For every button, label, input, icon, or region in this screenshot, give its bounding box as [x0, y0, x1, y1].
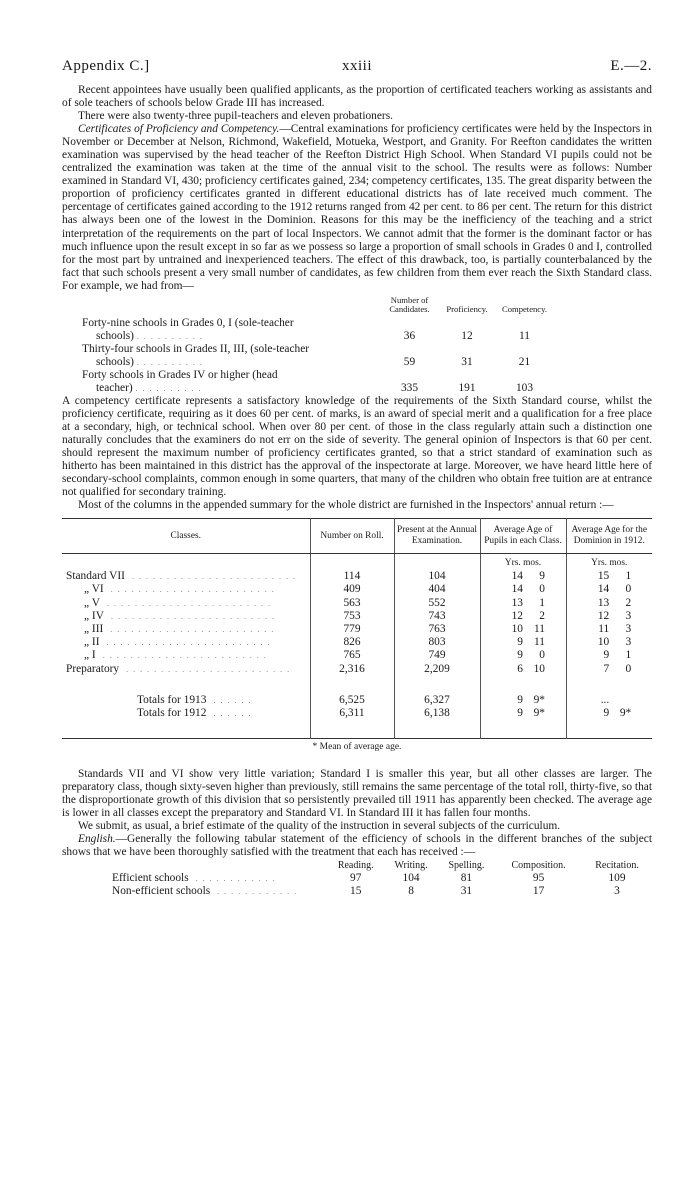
- paragraph-competency: A competency certificate represents a satisfactory knowledge of the requirements of the Sixth Standard course, whilst the proficiency certificate, requiring as it does 60 per cent. of marks, is an award of special merit and a qualification for a free place at a secondary, high, or technical school. When over 80 per cent. of those in the class regularly attain such a distinction one naturally concludes that the examiners do not err on the side of severity. The general opinion of Inspectors is that 60 per cent. should represent the maximum number of proficiency certificates granted, so that a strict standard of examination such as hitherto has been maintained in this district has the approval of the inspectorate at large. Moreover, we have heard little here of secondary-school complaints, common enough in some quarters, that many of the children who obtain free tuition are at entrance not qualified for secondary training.: [62, 394, 652, 499]
- cell-present: 749: [394, 649, 480, 662]
- cell-class: [62, 623, 310, 636]
- table-row: [62, 583, 652, 596]
- years: 10: [511, 622, 523, 635]
- row-label-cont: schools): [96, 329, 134, 342]
- cell-score: 17: [532, 884, 545, 897]
- leader-dots: ......: [206, 695, 256, 705]
- years: 6: [517, 662, 523, 675]
- leader-dots: ......: [206, 709, 256, 718]
- table-row: [62, 623, 652, 636]
- cell-school-type: [112, 872, 327, 885]
- cell-class: [62, 583, 310, 596]
- header-report-code: E.—2.: [610, 58, 652, 74]
- years: ...: [600, 693, 610, 706]
- totals-label: Totals for 1912: [137, 707, 207, 719]
- class-label: „ II: [84, 636, 100, 649]
- paragraph-summary-intro: Most of the columns in the appended summary for the whole district are furnished in the Inspectors' annual return :—: [78, 499, 614, 512]
- cell-proficiency: 31: [461, 355, 473, 368]
- leader-dots: ............: [210, 886, 302, 896]
- table-row: [62, 636, 652, 649]
- header-page-number: xxiii: [341, 58, 372, 74]
- paragraph-estimate: We submit, as usual, a brief estimate of the quality of the instruction in several subjects of the curriculum.: [78, 820, 561, 833]
- months: 9*: [533, 693, 545, 706]
- months: 11: [534, 636, 545, 649]
- cell-dominion-age: [566, 663, 652, 676]
- cell-average-age: [480, 570, 566, 583]
- cell-average-age: [480, 597, 566, 610]
- months: 1: [625, 570, 632, 583]
- cell-score: 81: [460, 871, 473, 884]
- cell-dominion-age: [566, 636, 652, 649]
- cell-present: 763: [394, 623, 480, 636]
- cell-average-age: [480, 583, 566, 596]
- months: 3: [625, 609, 632, 622]
- cell-dominion-age: [566, 694, 652, 707]
- cell-average-age: [480, 610, 566, 623]
- row-label-cont: schools): [96, 355, 134, 368]
- cell-average-age: [480, 707, 566, 720]
- row-label: Forty schools in Grades IV or higher (head: [82, 368, 278, 381]
- totals-row: [62, 694, 652, 707]
- years: 7: [603, 662, 610, 675]
- table-row: [82, 369, 552, 382]
- months: 2: [625, 596, 632, 609]
- cell-roll: 826: [310, 636, 394, 649]
- units-row: [62, 554, 652, 571]
- years: 14: [511, 570, 523, 583]
- cell-roll: 765: [310, 649, 394, 662]
- leader-dots: ........................: [103, 585, 279, 595]
- cell-total-label: [62, 694, 310, 707]
- cell-score: 97: [350, 871, 362, 884]
- table-row: [112, 872, 652, 885]
- row-label: Thirty-four schools in Grades II, III, (sole-teacher: [82, 342, 310, 355]
- months: 1: [625, 649, 632, 662]
- english-table: [112, 860, 652, 898]
- months: 2: [539, 609, 545, 622]
- leader-dots: ........................: [99, 598, 275, 608]
- cell-dominion-age: [566, 623, 652, 636]
- leader-dots: ........................: [124, 572, 300, 582]
- years: 12: [511, 609, 523, 622]
- col-header-spelling: Spelling.: [448, 859, 485, 871]
- cell-dominion-age: [566, 649, 652, 662]
- cell-roll: 6,311: [310, 707, 394, 720]
- col-header-roll: Number on Roll.: [310, 519, 394, 554]
- school-type-label: Non-efficient schools: [112, 884, 211, 897]
- col-header-competency: Competency.: [501, 304, 548, 315]
- paragraph-standards: Standards VII and VI show very little variation; Standard I is smaller this year, but all other classes are larger. The preparatory class, though sixty-seven higher than previously, still remains the same percentage of the total roll, thirty-five, so that the disproportionate growth of this division that so persistently prevailed till 1911 has apparently been checked. The average age is lower in all classes except the preparatory and Standard VI. In Standard III it has fallen four months.: [62, 768, 652, 820]
- cell-average-age: [480, 649, 566, 662]
- years: 13: [511, 596, 523, 609]
- cell-competency: 103: [515, 381, 534, 394]
- col-header-classes: Classes.: [62, 519, 310, 554]
- class-label: „ IV: [84, 609, 104, 622]
- cell-average-age: [480, 663, 566, 676]
- cell-class: [62, 570, 310, 583]
- totals-label: Totals for 1913: [137, 693, 207, 706]
- class-label: „ VI: [84, 583, 104, 596]
- col-header-recitation: Recitation.: [595, 859, 639, 871]
- leader-dots: ............: [188, 873, 280, 883]
- cell-score: 15: [350, 884, 362, 897]
- col-header-proficiency: Proficiency.: [446, 304, 488, 315]
- months: 0: [539, 583, 545, 596]
- years: 9: [603, 707, 610, 719]
- months: 3: [625, 636, 632, 649]
- col-header-reading: Reading.: [337, 859, 374, 871]
- cell-present: 803: [394, 636, 480, 649]
- totals-row: [62, 707, 652, 720]
- cell-roll: 753: [310, 610, 394, 623]
- cell-school-type: [112, 885, 327, 898]
- years: 12: [597, 609, 610, 622]
- years: 13: [597, 596, 610, 609]
- cell-roll: 2,316: [310, 663, 394, 676]
- section-heading-certificates: Certificates of Proficiency and Competency.: [78, 123, 280, 136]
- col-header-present: Present at the Annual Examination.: [394, 519, 480, 554]
- col-header-writing: Writing.: [394, 859, 428, 871]
- unit-label: Yrs. mos.: [480, 554, 566, 571]
- document-page: [62, 58, 652, 898]
- summary-table: [62, 518, 652, 739]
- table-row: [112, 885, 652, 898]
- table-footnote: * Mean of average age.: [312, 742, 402, 753]
- months: 9: [539, 570, 545, 583]
- years: 14: [511, 583, 523, 596]
- cell-average-age: [480, 636, 566, 649]
- leader-dots: ........................: [95, 651, 271, 661]
- paragraph-pupil-teachers: There were also twenty-three pupil-teachers and eleven probationers.: [78, 110, 393, 123]
- cell-candidates: 36: [403, 329, 416, 342]
- months: 9*: [619, 707, 632, 719]
- table-row: [62, 610, 652, 623]
- cell-score: 104: [402, 871, 420, 884]
- years: 10: [597, 636, 610, 649]
- cell-score: 8: [408, 884, 414, 897]
- table-row: [62, 597, 652, 610]
- cell-dominion-age: [566, 597, 652, 610]
- table-row: [82, 343, 552, 356]
- cell-roll: 409: [310, 583, 394, 596]
- row-label: Forty-nine schools in Grades 0, I (sole-teacher: [82, 316, 294, 329]
- cell-roll: 114: [310, 570, 394, 583]
- months: 10: [533, 662, 545, 675]
- months: 9*: [533, 707, 545, 719]
- cell-dominion-age: [566, 707, 652, 720]
- school-type-label: Efficient schools: [112, 871, 189, 884]
- years: 15: [597, 570, 610, 583]
- months: 11: [534, 622, 545, 635]
- leader-dots: ........................: [103, 611, 279, 621]
- months: 3: [625, 622, 632, 635]
- table-row: teacher) .......... 335 191 103: [82, 382, 552, 395]
- cell-average-age: [480, 694, 566, 707]
- page-header: [62, 58, 652, 84]
- leader-dots: ........................: [119, 664, 295, 674]
- cell-proficiency: 191: [458, 381, 476, 394]
- cell-average-age: [480, 623, 566, 636]
- table-row: schools) .......... 36 12 11: [82, 330, 552, 343]
- cell-class: [62, 649, 310, 662]
- paragraph-certificates: [62, 123, 652, 293]
- cell-score: 109: [608, 871, 626, 884]
- months: 0: [625, 583, 632, 596]
- cell-total-label: [62, 707, 310, 720]
- cell-candidates: 335: [400, 381, 419, 394]
- col-header-dominion-age: Average Age for the Dominion in 1912.: [566, 519, 652, 554]
- cell-present: 6,138: [394, 707, 480, 720]
- years: 9: [517, 707, 523, 719]
- english-body: —Generally the following tabular statement of the efficiency of schools in the different branches of the subject shows that we have been thoroughly satisfied with the treatment that each has received :—: [62, 833, 652, 859]
- table-row: [62, 570, 652, 583]
- class-label: „ I: [84, 649, 96, 662]
- summary-header-row: [62, 519, 652, 554]
- class-label: „ V: [84, 596, 100, 609]
- cell-dominion-age: [566, 610, 652, 623]
- paragraph-appointees: Recent appointees have usually been qualified applicants, as the proportion of certificated teachers working as assistants and of sole teachers of schools below Grade III has increased.: [62, 84, 652, 110]
- section-heading-english: English.: [78, 833, 116, 846]
- years: 9: [517, 693, 523, 706]
- cell-roll: 6,525: [310, 694, 394, 707]
- years: 11: [598, 622, 610, 635]
- class-label: Standard VII: [66, 570, 125, 583]
- leader-dots: ........................: [99, 638, 275, 648]
- years: 9: [603, 649, 610, 662]
- unit-label: Yrs. mos.: [566, 554, 652, 571]
- cell-competency: 21: [518, 355, 531, 368]
- col-header-candidates: Number of Candidates.: [389, 294, 430, 315]
- table-row: schools) .......... 59 31 21: [82, 356, 552, 369]
- years: 9: [517, 636, 523, 649]
- table-row: [62, 663, 652, 676]
- cell-class: [62, 610, 310, 623]
- paragraph-english: [62, 833, 652, 859]
- months: 1: [539, 596, 545, 609]
- cell-present: 104: [394, 570, 480, 583]
- class-label: „ III: [84, 622, 104, 635]
- cell-score: 31: [460, 884, 473, 897]
- cell-proficiency: 12: [461, 329, 473, 342]
- years: 9: [517, 649, 523, 662]
- cell-dominion-age: [566, 570, 652, 583]
- cell-class: [62, 663, 310, 676]
- cell-present: 6,327: [394, 694, 480, 707]
- candidates-table: [82, 295, 552, 395]
- col-header-composition: Composition.: [511, 859, 566, 871]
- row-label-cont: teacher): [96, 381, 133, 394]
- cell-dominion-age: [566, 583, 652, 596]
- header-appendix: Appendix C.]: [62, 58, 150, 74]
- cell-present: 2,209: [394, 663, 480, 676]
- years: 14: [597, 583, 610, 596]
- class-label: Preparatory: [66, 662, 120, 675]
- months: 0: [539, 649, 545, 662]
- cell-roll: 563: [310, 597, 394, 610]
- english-header-row: [112, 860, 652, 872]
- cell-competency: 11: [519, 329, 530, 342]
- cell-roll: 779: [310, 623, 394, 636]
- table-row: [62, 649, 652, 662]
- cell-score: 95: [532, 871, 545, 884]
- certificates-body: —Central examinations for proficiency certificates were held by the Inspectors in November or December at Nelson, Richmond, Wakefield, Motueka, Westport, and Granity. For Reefton candidates the written examination was supervised by the head teacher of the Reefton District High School. When Standard VI pupils could not be centralized the examination was taken at the time of the annual visit to the school. The results were as follows: Number examined in Standard VI, 430; proficiency certificates gained, 234; competency certificates, 135. The great disparity between the proportion of proficiency certificates granted in different educational districts has of late received much comment. The percentage of certificates gained according to the 1912 returns ranged from 42 per cent. to 86 per cent. The return for this district has always been one of the lowest in the Dominion. Reasons for this may be the inefficiency of the teaching and a strict interpretation of the requirements on the part of local Inspectors. We cannot admit that the former is the dominant factor or has much influence upon the result except in so far as we possess so large a proportion of small schools in Grades 0 and I, controlled for the most part by untrained and inexperienced teachers. The effect of this drawback, too, is partially counterbalanced by the fact that such schools present a very small number of candidates, as few children from them ever reach the Sixth Standard class. For example, we had from—: [62, 123, 652, 292]
- cell-class: [62, 597, 310, 610]
- months: 0: [625, 662, 632, 675]
- cell-present: 404: [394, 583, 480, 596]
- col-header-average-age: Average Age of Pupils in each Class.: [480, 519, 566, 554]
- cell-candidates: 59: [403, 355, 416, 368]
- candidates-header-row: [82, 295, 552, 317]
- leader-dots: ........................: [103, 624, 279, 634]
- table-row: [82, 317, 552, 330]
- cell-present: 552: [394, 597, 480, 610]
- cell-class: [62, 636, 310, 649]
- cell-score: 3: [614, 884, 620, 897]
- cell-present: 743: [394, 610, 480, 623]
